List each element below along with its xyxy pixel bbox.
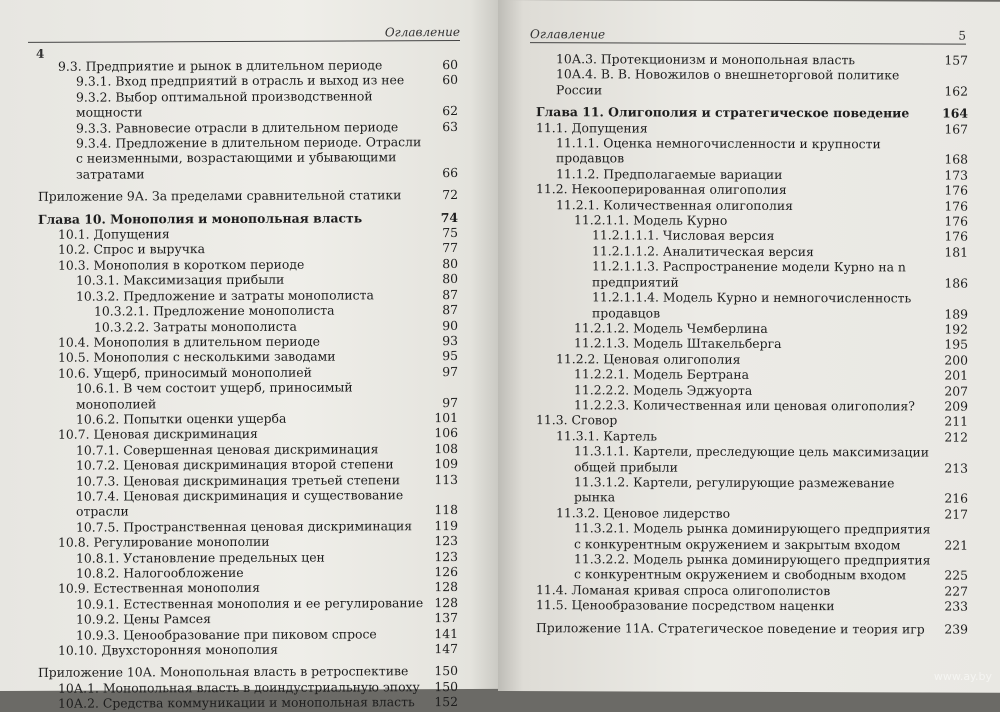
toc-entry-title: 11.2.2.1. Модель Бертрана <box>574 366 749 383</box>
toc-entry-page: 75 <box>442 225 458 241</box>
toc-entry <box>536 505 968 522</box>
toc-entry-page: 97 <box>442 363 458 379</box>
toc-entry-page: 101 <box>434 409 458 426</box>
toc-entry <box>536 258 968 290</box>
toc-entry-page: 217 <box>944 506 968 522</box>
toc-entry <box>38 456 458 473</box>
toc-entry-page: 152 <box>434 694 458 710</box>
toc-entry-title: 11.3.1.1. Картели, преследующие цель максимизации общей прибыли <box>574 443 929 475</box>
toc-entry-page: 87 <box>442 286 458 302</box>
toc-entry <box>38 663 458 680</box>
toc-entry-page: 77 <box>442 240 458 256</box>
toc-entry-title: 11.3.2. Ценовое лидерство <box>556 504 731 521</box>
toc-entry-title: 9.3. Предприятие и рынок в длительном периоде <box>58 57 383 74</box>
toc-entry-page: 63 <box>442 118 458 134</box>
toc-entry-title: 11.1. Допущения <box>536 119 648 136</box>
toc-entry <box>38 210 458 227</box>
toc-entry-title: 11.2.1.1.2. Аналитическая версия <box>592 243 814 259</box>
toc-entry-title: 10.7. Ценовая дискриминация <box>58 426 258 443</box>
left-page <box>0 0 500 711</box>
toc-entry-title: 10.7.5. Пространственная ценовая дискриминация <box>76 517 413 535</box>
toc-entry-page: 106 <box>434 425 458 441</box>
toc-entry-page: 128 <box>434 594 458 610</box>
toc-entry <box>536 104 968 121</box>
toc-entry-page: 225 <box>944 567 968 584</box>
toc-entry-title: 10.7.4. Ценовая дискриминация и существование отрасли <box>76 487 404 520</box>
toc-entry-title: 10.7.3. Ценовая дискриминация третьей степени <box>76 471 401 489</box>
toc-entry-title: 11.3. Сговор <box>536 412 618 428</box>
toc-entry-page: 93 <box>442 332 458 348</box>
toc-entry-page: 60 <box>442 72 458 88</box>
toc-entry-page: 123 <box>434 548 458 564</box>
toc-entry-title: 10.9.1. Естественная монополия и ее регулирование <box>76 594 424 612</box>
toc-entry-page: 97 <box>442 394 458 410</box>
toc-entry <box>536 620 968 637</box>
toc-entry-page: 90 <box>442 317 458 333</box>
toc-entry-title: 11.2.1.3. Модель Штакельберга <box>574 335 782 352</box>
toc-entry-title: 11.2.2. Ценовая олигополия <box>556 350 741 367</box>
toc-entry-title: 10.8. Регулирование монополии <box>58 534 270 550</box>
toc-entry-page: 192 <box>944 321 968 337</box>
toc-entry <box>38 679 458 696</box>
toc-entry-title: 9.3.1. Вход предприятий в отрасль и выход из нее <box>76 72 405 90</box>
toc-entry <box>536 197 968 214</box>
toc-entry-page: 221 <box>944 537 968 553</box>
toc-entry-page: 150 <box>434 663 458 679</box>
toc-entry-title: 10.5. Монополия с несколькими заводами <box>58 348 336 366</box>
toc-entry <box>38 240 458 257</box>
toc-entry <box>536 551 968 583</box>
toc-entry-title: 11.2.1.1.1. Числовая версия <box>592 227 775 244</box>
toc-entry <box>536 181 968 198</box>
toc-entry <box>536 166 968 183</box>
toc-entry-page: 176 <box>944 182 968 198</box>
toc-entry-title: 10А.3. Протекционизм и монопольная власть <box>556 51 856 68</box>
toc-entry-title: 10.7.2. Ценовая дискриминация второй степени <box>76 456 394 473</box>
toc-entry-page: 211 <box>944 413 968 429</box>
toc-entry-page: 60 <box>442 57 458 73</box>
toc-entry-page: 109 <box>434 456 458 472</box>
toc-entry-title: 11.2.1.1.4. Модель Курно и немногочисленность продавцов <box>592 289 912 321</box>
toc-entry-page: 66 <box>442 164 458 180</box>
toc-entry <box>38 410 458 427</box>
toc-entry <box>536 67 968 99</box>
toc-entry-page: 95 <box>442 348 458 364</box>
toc-entry <box>38 425 458 442</box>
toc-entry-page: 87 <box>442 302 458 318</box>
toc-entry-title: 10.6. Ущерб, приносимый монополией <box>58 364 312 381</box>
toc-entry-title: 9.3.2. Выбор оптимальной производственной мощности <box>76 88 373 120</box>
toc-entry-page: 80 <box>442 255 458 271</box>
right-page <box>498 0 1000 693</box>
toc-entry <box>536 51 968 68</box>
toc-entry-page: 108 <box>434 440 458 456</box>
toc-entry <box>38 441 458 458</box>
toc-entry-title: 10.8.2. Налогообложение <box>76 564 244 581</box>
toc-entry-page: 141 <box>434 625 458 641</box>
toc-entry-title: 11.4. Ломаная кривая спроса олигополистов <box>536 581 831 598</box>
toc-entry-title: 11.3.1.2. Картели, регулирующие размежевание рынка <box>574 474 895 505</box>
toc-entry-title: 9.3.4. Предложение в длительном периоде. Отрасли с неизменными, возрастающими и убывающими затратами <box>76 134 422 182</box>
toc-entry-title: 11.2. Некооперированная олигополия <box>536 181 787 198</box>
toc-entry <box>38 518 458 535</box>
toc-entry <box>38 487 458 520</box>
toc-entry <box>536 351 968 368</box>
toc-entry <box>38 579 458 596</box>
toc-entry-page: 126 <box>434 564 458 580</box>
toc-entry <box>38 225 458 242</box>
toc-entry-page: 164 <box>942 105 968 121</box>
toc-entry <box>536 212 968 229</box>
toc-entry-page: 118 <box>434 502 458 518</box>
toc-entry-page: 181 <box>944 244 968 260</box>
toc-entry-page: 147 <box>434 641 458 657</box>
toc-entry <box>38 533 458 550</box>
toc-entry-page: 176 <box>944 229 968 245</box>
toc-entry <box>38 549 458 566</box>
toc-entry-title: 10.3.1. Максимизация прибыли <box>76 272 285 288</box>
toc-entry <box>38 88 458 121</box>
toc-entry-page: 176 <box>944 213 968 229</box>
toc-entry-page: 212 <box>944 429 968 445</box>
toc-entry <box>38 187 458 204</box>
toc-entry-title: 10.4. Монополия в длительном периоде <box>58 333 320 350</box>
toc-entry <box>38 271 458 288</box>
toc-entry <box>38 119 458 136</box>
toc-entry-page: 201 <box>944 367 968 383</box>
toc-entry-title: 10А.1. Монопольная власть в доиндустриальную эпоху <box>58 679 420 696</box>
toc-entry-page: 213 <box>944 460 968 476</box>
toc-entry-title: 11.2.1. Количественная олигополия <box>556 196 793 213</box>
toc-entry <box>536 428 968 445</box>
toc-entry <box>38 610 458 627</box>
toc-entry-page: 173 <box>944 167 968 183</box>
toc-entry-page: 176 <box>944 198 968 214</box>
toc-entry-title: 11.3.2.1. Модель рынка доминирующего предприятия с конкурентным окружением и закрытым входом <box>574 520 931 552</box>
toc-entry <box>536 597 968 614</box>
toc-entry-title: 10А.2. Средства коммуникации и монопольная власть <box>58 694 415 711</box>
toc-entry <box>38 287 458 304</box>
running-header-title: Оглавление <box>384 24 460 40</box>
toc-entry-title: 10.9.3. Ценообразование при пиковом спросе <box>76 625 377 643</box>
toc-entry-page: 239 <box>944 621 968 637</box>
toc-entry-page: 207 <box>944 383 968 399</box>
toc-entry <box>38 694 458 711</box>
toc-entry <box>38 134 458 182</box>
table-of-contents-right <box>536 51 968 637</box>
toc-entry <box>38 364 458 381</box>
toc-entry <box>38 333 458 350</box>
toc-entry-title: Глава 10. Монополия и монопольная власть <box>38 210 363 227</box>
toc-entry-title: 10.10. Двухсторонняя монополия <box>58 641 278 658</box>
toc-entry-title: 10.9.2. Цены Рамсея <box>76 611 211 627</box>
toc-entry-title: 11.2.1.1. Модель Курно <box>574 212 728 228</box>
toc-entry <box>536 443 968 475</box>
toc-entry-page: 209 <box>944 398 968 414</box>
toc-entry-title: 10.1. Допущения <box>58 226 170 242</box>
toc-entry <box>38 564 458 581</box>
toc-entry-page: 167 <box>944 121 968 137</box>
toc-entry-page: 119 <box>434 517 458 533</box>
toc-entry-page: 62 <box>442 103 458 119</box>
toc-entry-title: 11.2.2.3. Количественная или ценовая олигополия? <box>574 397 915 414</box>
toc-entry <box>536 366 968 383</box>
toc-entry <box>536 320 968 337</box>
toc-entry <box>38 57 458 74</box>
toc-entry-page: 195 <box>944 336 968 352</box>
toc-entry-page: 123 <box>434 533 458 549</box>
toc-entry <box>38 595 458 612</box>
header-rule <box>530 42 966 45</box>
toc-entry-title: Приложение 11А. Стратегическое поведение и теория игр <box>536 619 925 637</box>
toc-entry <box>536 228 968 245</box>
toc-entry-title: 11.3.1. Картель <box>556 427 658 444</box>
toc-entry-title: 11.2.2.2. Модель Эджуорта <box>574 381 753 398</box>
toc-entry <box>536 474 968 506</box>
toc-entry <box>38 348 458 365</box>
toc-entry <box>38 472 458 489</box>
toc-entry-page: 233 <box>944 598 968 614</box>
toc-entry-title: 10.7.1. Совершенная ценовая дискриминация <box>76 441 379 458</box>
toc-entry <box>536 335 968 352</box>
toc-entry <box>536 582 968 599</box>
toc-entry <box>38 256 458 273</box>
toc-entry-title: 11.1.2. Предполагаемые вариации <box>556 166 783 182</box>
toc-entry-page: 162 <box>944 83 968 99</box>
page-number: 5 <box>958 28 966 43</box>
toc-entry <box>536 397 968 414</box>
toc-entry-title: 11.1.1. Оценка немногочисленности и крупности продавцов <box>556 135 881 166</box>
toc-entry <box>536 243 968 260</box>
table-of-contents-left <box>38 57 458 711</box>
toc-entry-page: 189 <box>944 306 968 322</box>
toc-entry-page: 150 <box>434 678 458 694</box>
toc-entry-title: 10.9. Естественная монополия <box>58 580 260 597</box>
toc-entry <box>38 626 458 643</box>
toc-entry-page: 186 <box>944 275 968 291</box>
toc-entry <box>536 520 968 552</box>
left-page-header <box>28 24 460 61</box>
toc-entry-title: 10.3.2. Предложение и затраты монополиста <box>76 287 374 304</box>
watermark: www.ay.by <box>933 670 992 683</box>
toc-entry <box>38 318 458 335</box>
toc-entry <box>38 641 458 658</box>
page-number: 4 <box>36 46 45 61</box>
toc-entry-title: 10.6.2. Попытки оценки ущерба <box>76 410 287 427</box>
toc-entry <box>536 289 968 321</box>
toc-entry <box>38 72 458 89</box>
toc-entry-page: 113 <box>434 471 458 487</box>
toc-entry <box>536 412 968 429</box>
toc-entry-title: 10.8.1. Установление предельных цен <box>76 549 325 566</box>
toc-entry <box>536 135 968 167</box>
toc-entry-page: 72 <box>442 187 458 203</box>
toc-entry-page: 168 <box>944 151 968 168</box>
toc-entry-title: 11.2.1.2. Модель Чемберлина <box>574 320 768 336</box>
right-page-header <box>530 27 966 43</box>
toc-entry-title: 10А.4. В. В. Новожилов о внешнеторговой политике России <box>556 66 900 98</box>
toc-entry-page: 227 <box>944 583 968 599</box>
toc-entry-page: 137 <box>434 610 458 626</box>
toc-entry-title: 11.5. Ценообразование посредством наценки <box>536 597 835 614</box>
toc-entry-page: 74 <box>440 209 458 225</box>
toc-entry-page: 157 <box>944 52 968 68</box>
toc-entry-title: Приложение 9А. За пределами сравнительной статики <box>38 187 402 205</box>
running-header-title: Оглавление <box>530 27 606 42</box>
toc-entry-title: 10.3.2.2. Затраты монополиста <box>94 318 297 335</box>
toc-entry-title: Приложение 10А. Монопольная власть в ретроспективе <box>38 663 409 681</box>
toc-entry <box>38 379 458 412</box>
toc-entry <box>536 120 968 137</box>
toc-entry-title: 10.6.1. В чем состоит ущерб, приносимый монополией <box>76 379 353 412</box>
toc-entry-page: 128 <box>434 579 458 595</box>
toc-entry-page: 200 <box>944 352 968 368</box>
toc-entry-page: 216 <box>944 490 968 507</box>
toc-entry <box>536 382 968 399</box>
toc-entry-title: 11.3.2.2. Модель рынка доминирующего предприятия с конкурентным окружением и свободным входом <box>574 551 931 583</box>
toc-entry-title: Глава 11. Олигополия и стратегическое поведение <box>536 104 910 121</box>
toc-entry-title: 11.2.1.1.3. Распространение модели Курно на n предприятий <box>592 258 906 290</box>
toc-entry-title: 10.2. Спрос и выручка <box>58 241 206 258</box>
toc-entry-title: 10.3.2.1. Предложение монополиста <box>94 302 335 319</box>
toc-entry-page: 80 <box>442 271 458 287</box>
toc-entry-title: 10.3. Монополия в коротком периоде <box>58 256 305 273</box>
toc-entry <box>38 302 458 319</box>
toc-entry-title: 9.3.3. Равновесие отрасли в длительном периоде <box>76 118 399 136</box>
